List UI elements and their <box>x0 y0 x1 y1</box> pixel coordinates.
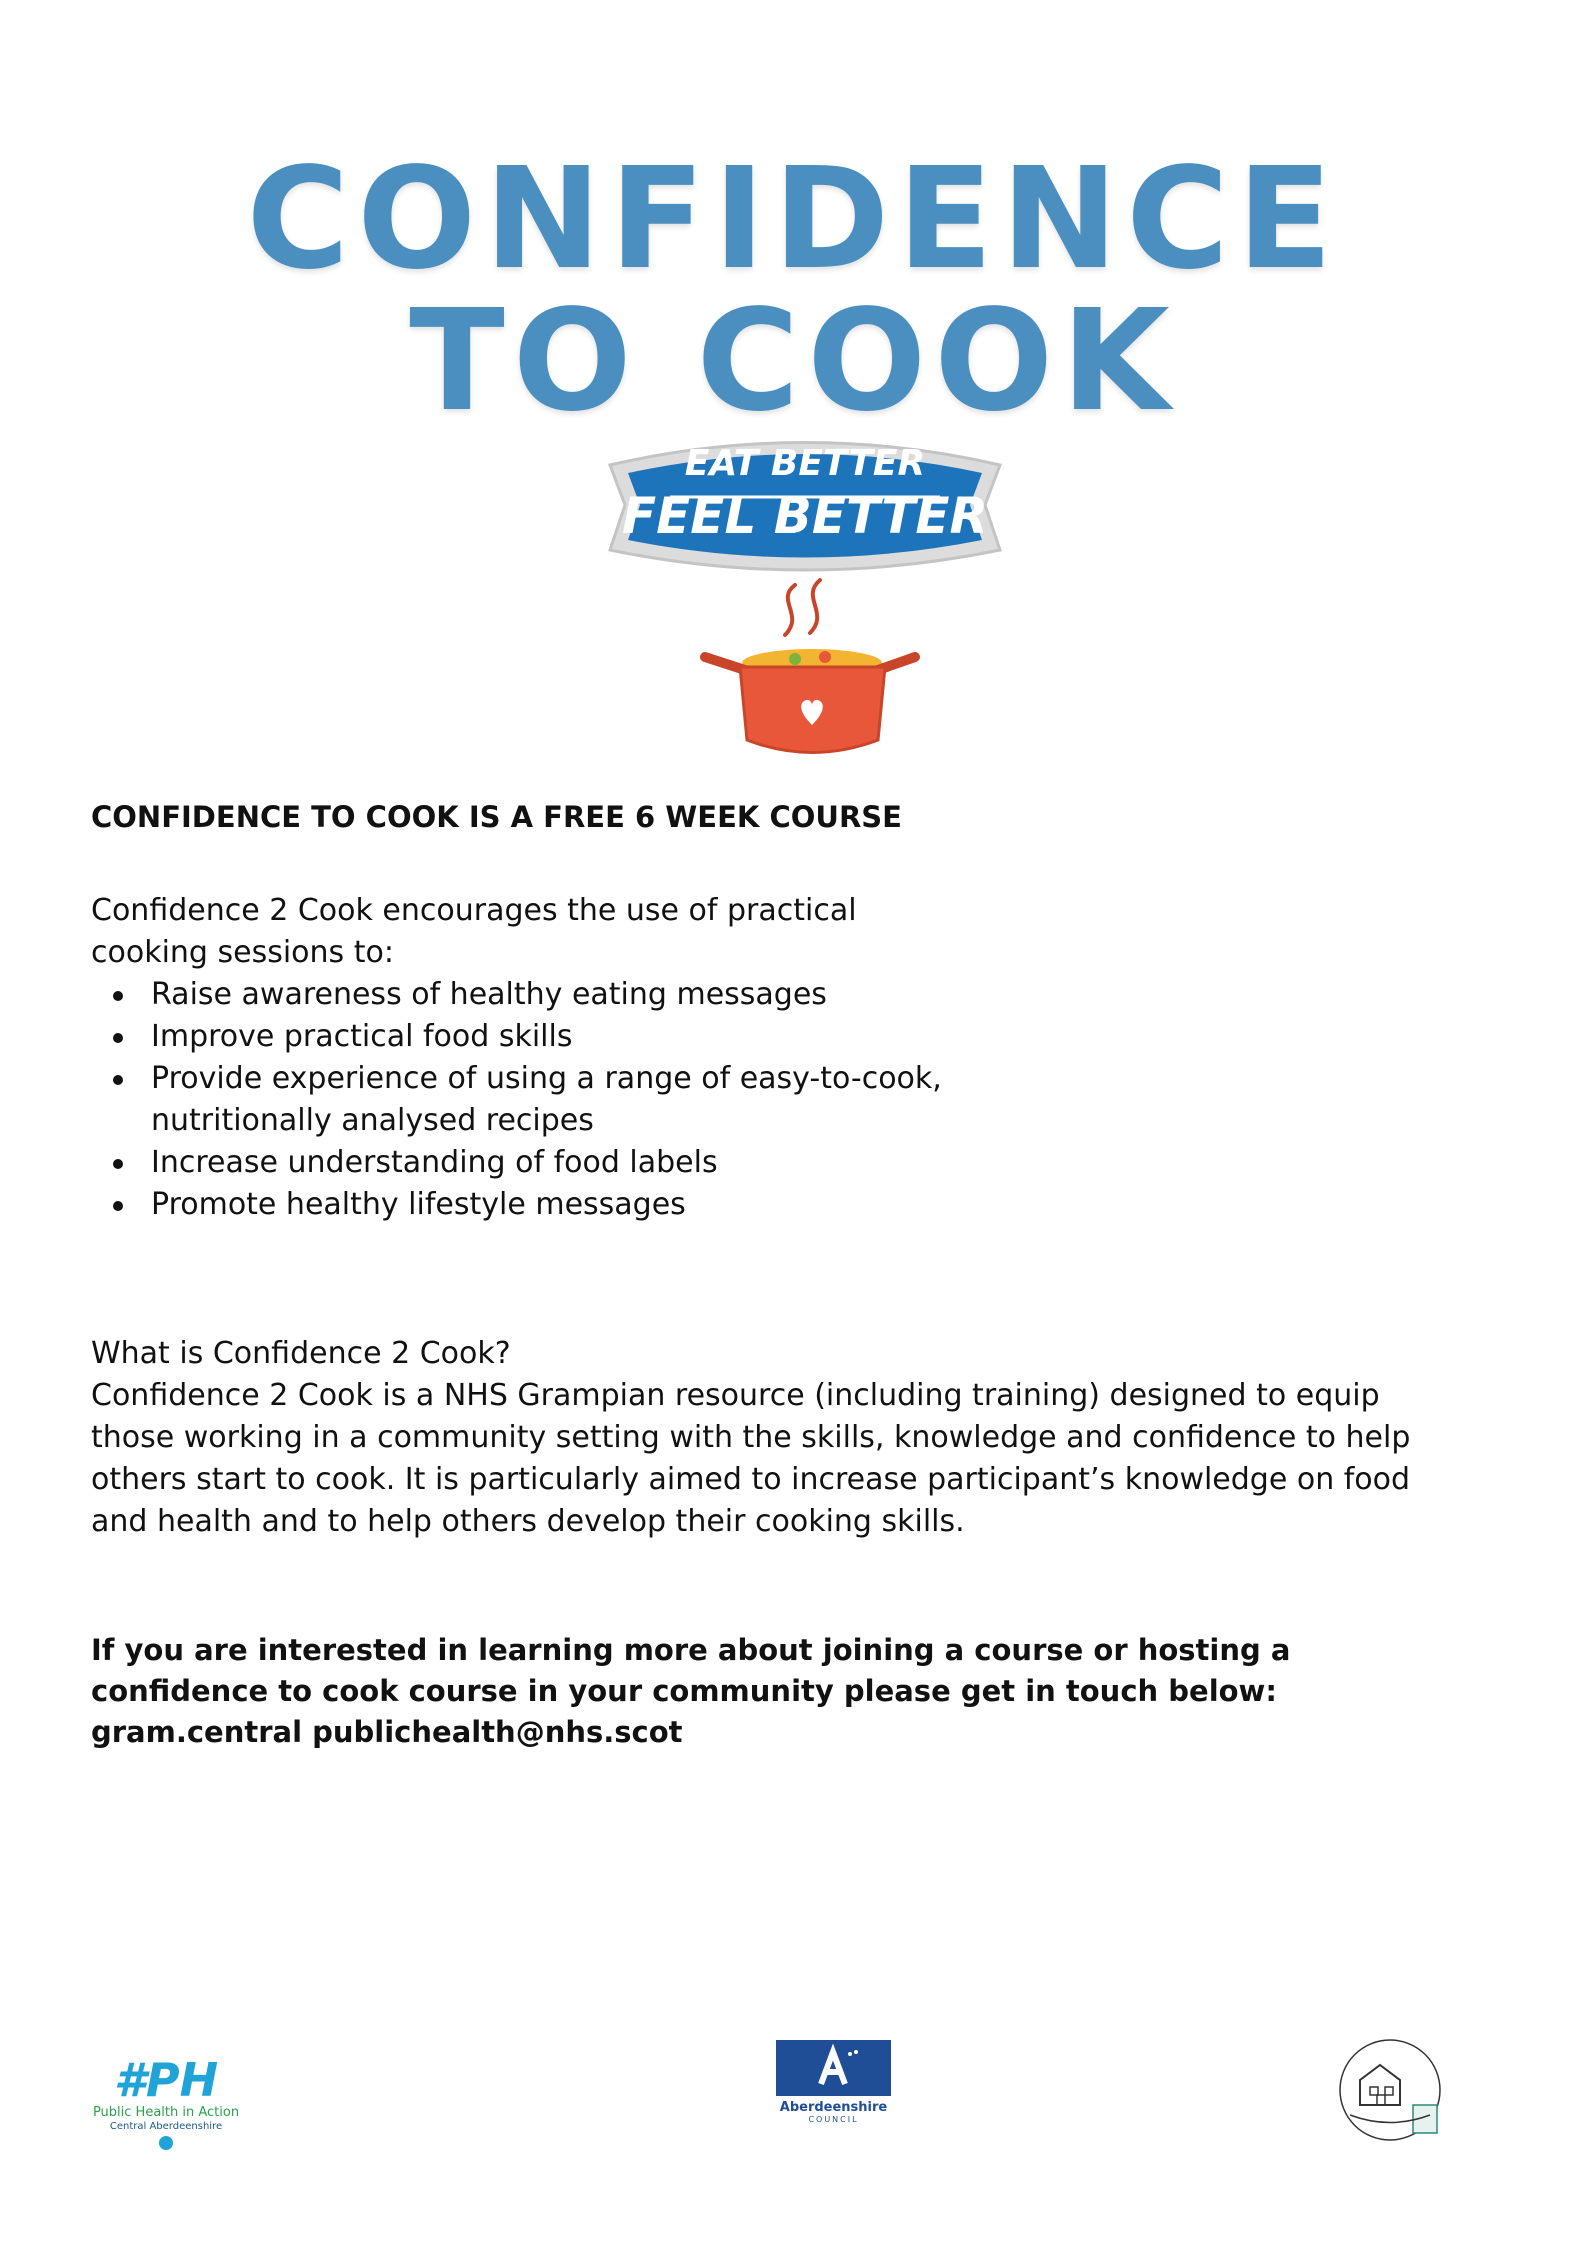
contact-block <box>91 1630 1421 1753</box>
check-icon <box>159 2136 173 2150</box>
what-answer: Confidence 2 Cook is a NHS Grampian resource (including training) designed to equip those working in a community setting with the skills, knowledge and confidence to help others start to cook. It is particularly aimed to increase participant’s knowledge on food and health and to help others develop their cooking skills. <box>91 1378 1411 1539</box>
aberdeenshire-sub: COUNCIL <box>808 2115 859 2124</box>
list-item: Improve practical food skills <box>91 1016 991 1058</box>
intro-text: Confidence 2 Cook encourages the use of practical cooking sessions to: <box>91 893 857 970</box>
ph-logo-mark: #PH <box>113 2053 219 2107</box>
contact-text: If you are interested in learning more about joining a course or hosting a confidence to cook course in your community please get in touch below: <box>91 1633 1291 1708</box>
contact-email[interactable]: gram.central publichealth@nhs.scot <box>91 1715 683 1749</box>
aberdeenshire-mark-icon <box>776 2040 891 2096</box>
list-item: Increase understanding of food labels <box>91 1142 991 1184</box>
title-line-2: TO COOK <box>409 280 1178 443</box>
ph-logo-line-1: Public Health in Action <box>92 2105 240 2120</box>
aims-list <box>91 974 991 1226</box>
aberdeenshire-logo <box>776 2040 891 2130</box>
list-item: Provide experience of using a range of easy-to-cook, nutritionally analysed recipes <box>91 1058 971 1142</box>
badge-line-2: FEEL BETTER <box>621 487 988 545</box>
list-item: Raise awareness of healthy eating messages <box>91 974 991 1016</box>
community-house-logo-icon <box>1335 2035 1445 2145</box>
course-heading: CONFIDENCE TO COOK IS A FREE 6 WEEK COURSE <box>91 800 902 834</box>
ph-logo-line-2: Central Aberdeenshire <box>109 2121 223 2132</box>
what-question: What is Confidence 2 Cook? <box>91 1336 511 1371</box>
aberdeenshire-name: Aberdeenshire <box>779 2100 888 2115</box>
badge-line-1: EAT BETTER <box>684 443 926 484</box>
public-health-logo <box>86 2055 246 2155</box>
eat-better-badge <box>600 425 1010 585</box>
cooking-pot-icon <box>700 575 920 765</box>
list-item: Promote healthy lifestyle messages <box>91 1184 991 1226</box>
title-line-1: CONFIDENCE <box>246 138 1341 301</box>
